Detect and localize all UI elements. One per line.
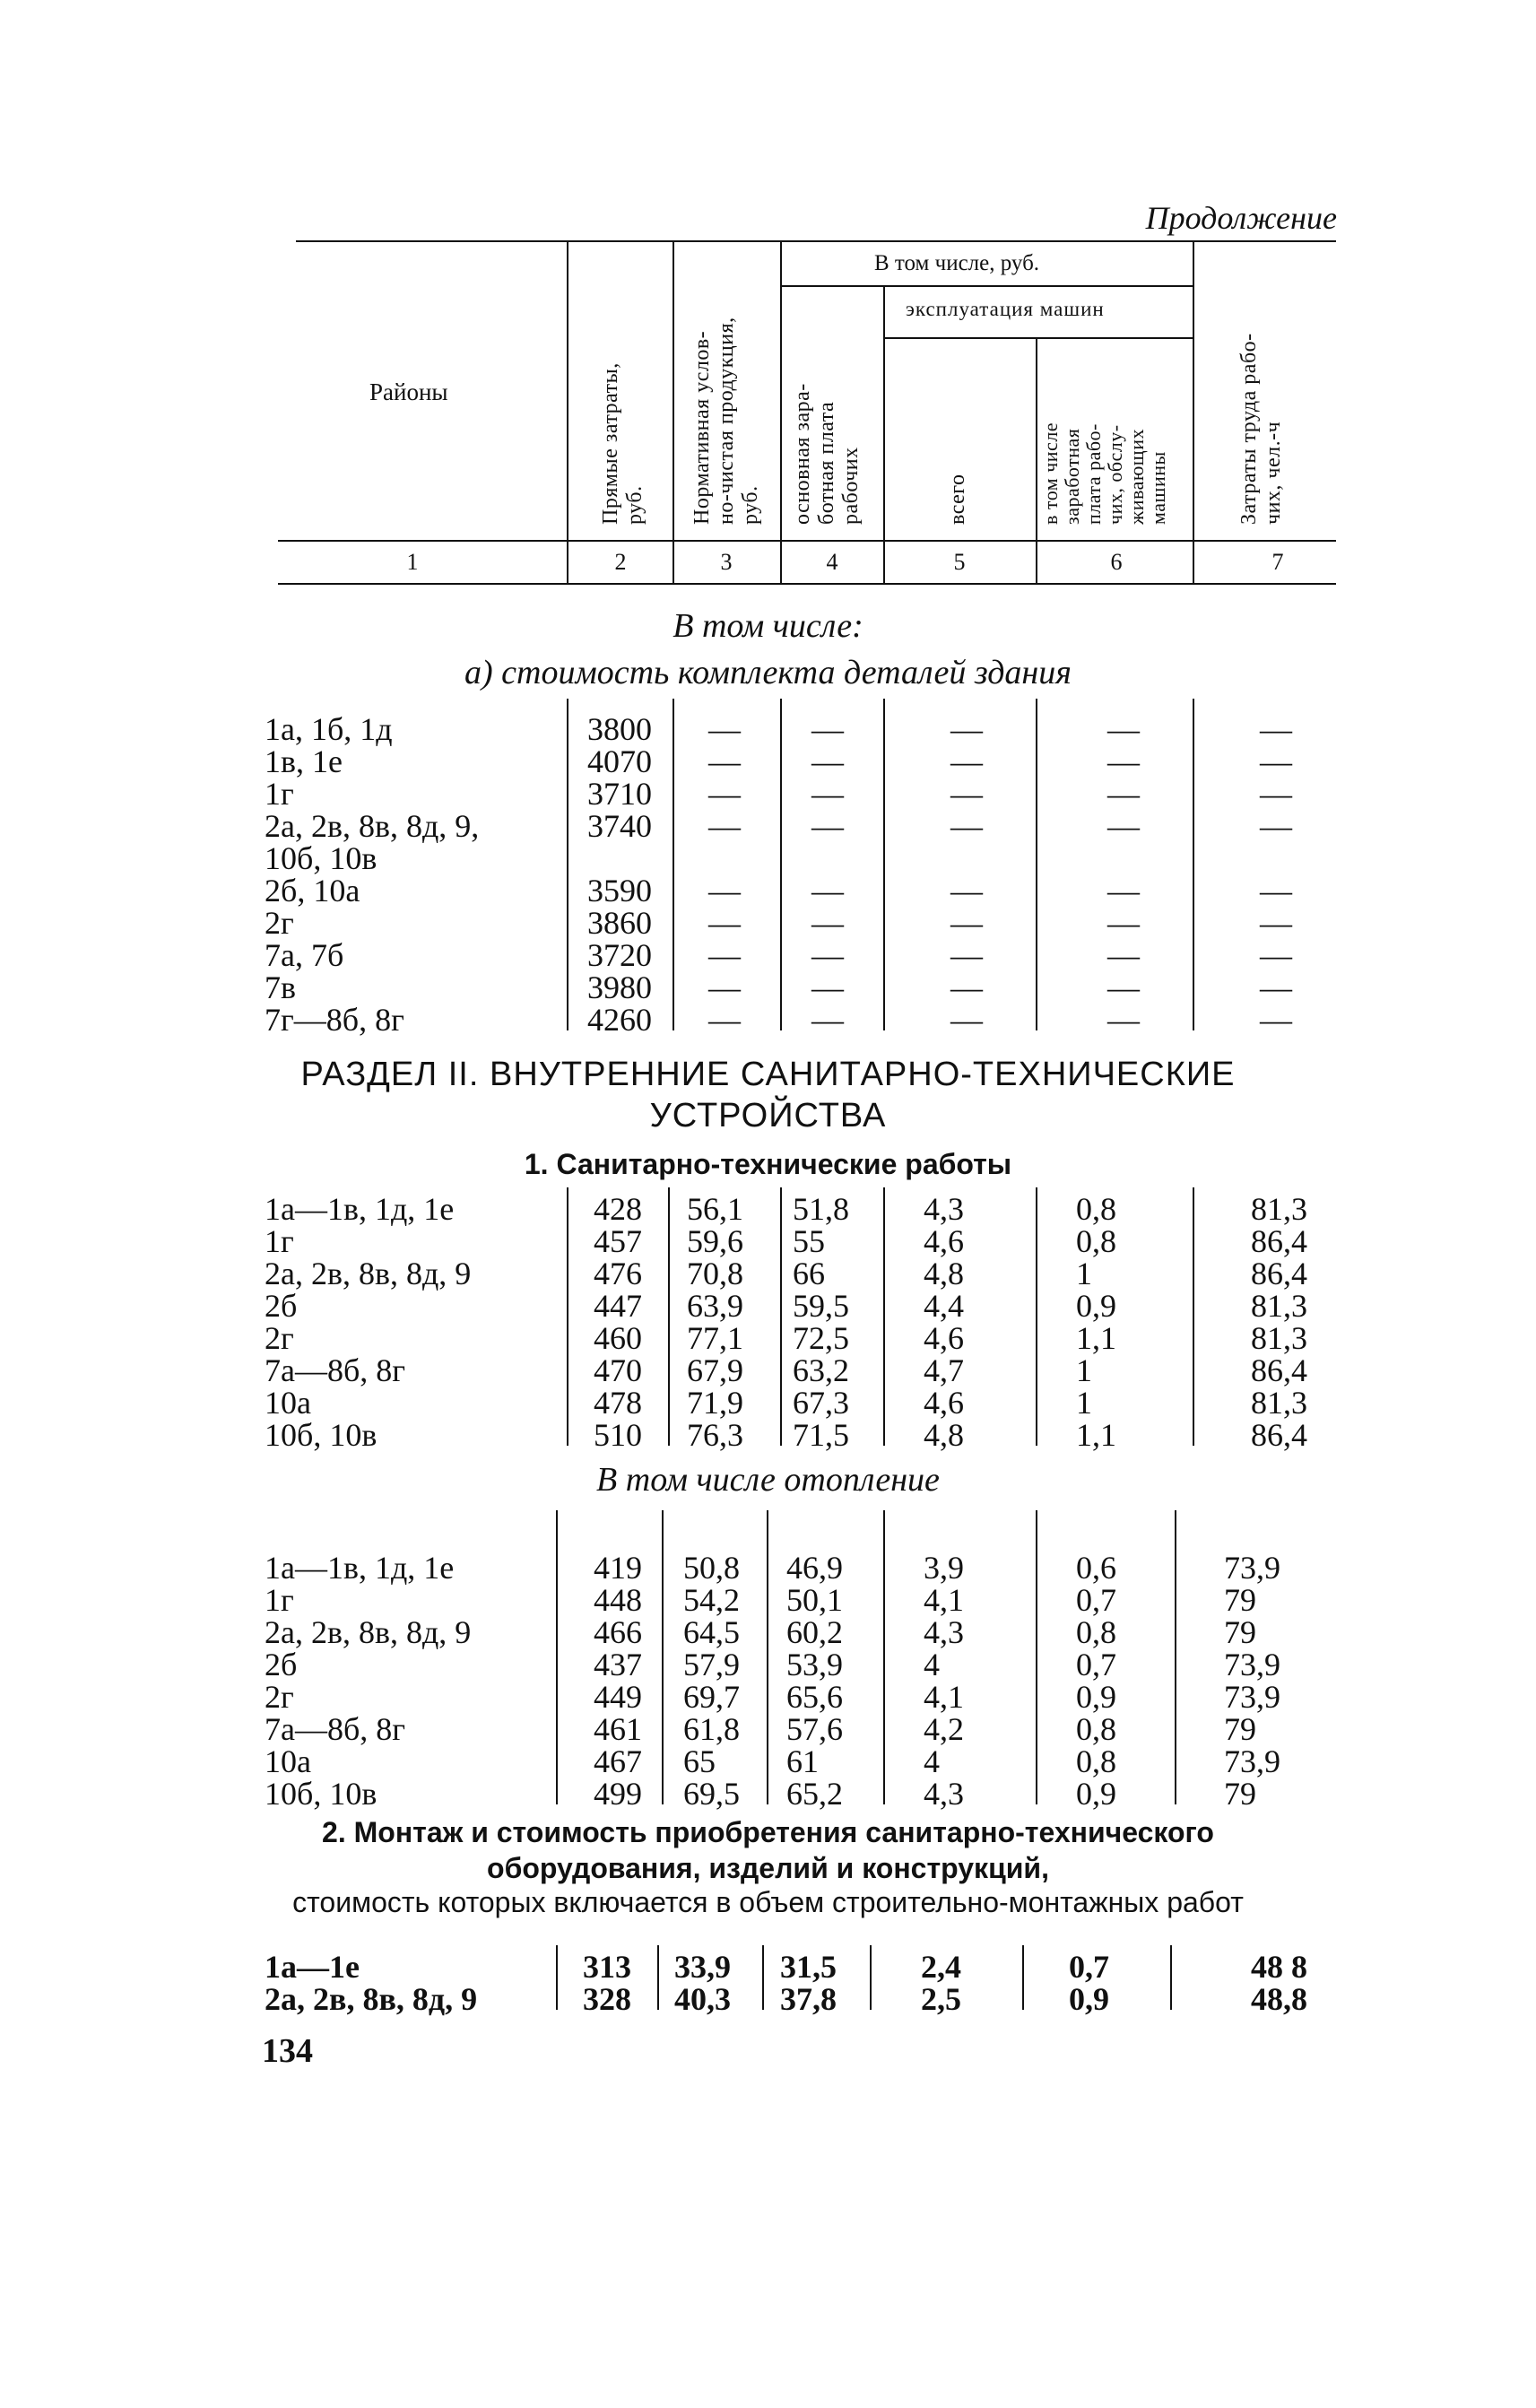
value-cell: —: [1107, 969, 1140, 1005]
column-rule: [1193, 699, 1194, 1030]
column-rule: [883, 699, 885, 1030]
table-row: [0, 939, 1536, 971]
value-cell: —: [1260, 905, 1292, 941]
region-cell: 2г: [265, 1320, 294, 1356]
value-cell: —: [811, 808, 844, 844]
region-cell: 10б, 10в: [265, 840, 377, 876]
value-cell: —: [950, 873, 983, 908]
value-cell: —: [1107, 905, 1140, 941]
caption-heating: В том числе отопление: [596, 1461, 940, 1499]
value-cell: 460: [594, 1320, 642, 1356]
region-cell: 10а: [265, 1743, 311, 1779]
value-cell: 4,2: [924, 1711, 964, 1747]
value-cell: 2,5: [921, 1981, 961, 2017]
value-cell: —: [708, 808, 741, 844]
value-cell: —: [811, 969, 844, 1005]
value-cell: 4,1: [924, 1679, 964, 1715]
value-cell: 70,8: [687, 1256, 743, 1291]
value-cell: —: [950, 776, 983, 812]
region-cell: 10а: [265, 1385, 311, 1421]
value-cell: 4,3: [924, 1191, 964, 1227]
value-cell: —: [1107, 937, 1140, 973]
caption-kit-cost: а) стоимость комплекта деталей здания: [464, 654, 1072, 691]
header-regions: Районы: [369, 378, 448, 405]
value-cell: —: [1107, 808, 1140, 844]
value-cell: 510: [594, 1417, 642, 1453]
value-cell: 79: [1224, 1711, 1256, 1747]
value-cell: 0,7: [1076, 1582, 1116, 1618]
value-cell: —: [1260, 937, 1292, 973]
section-heading: РАЗДЕЛ II. ВНУТРЕННИЕ САНИТАРНО-ТЕХНИЧЕСКИЕ: [300, 1056, 1236, 1093]
value-cell: 67,3: [793, 1385, 849, 1421]
value-cell: 4,3: [924, 1614, 964, 1650]
table-row: [0, 810, 1536, 842]
column-number: 3: [720, 549, 733, 575]
table-row: [0, 778, 1536, 810]
header-machines-group: эксплуатация машин: [906, 298, 1105, 320]
column-rule: [657, 1945, 659, 2010]
value-cell: 476: [594, 1256, 642, 1291]
table-row: [0, 1419, 1536, 1451]
value-cell: —: [950, 743, 983, 779]
region-cell: 1а, 1б, 1д: [265, 711, 393, 747]
value-cell: 81,3: [1251, 1320, 1307, 1356]
value-cell: —: [950, 711, 983, 747]
table-row: [0, 1951, 1536, 1983]
region-cell: 2а, 2в, 8в, 8д, 9,: [265, 808, 480, 844]
value-cell: 61,8: [683, 1711, 740, 1747]
subsection-heading-2: 2. Монтаж и стоимость приобретения санитарно-технического: [322, 1816, 1214, 1848]
value-cell: 0,9: [1076, 1776, 1116, 1812]
value-cell: 60,2: [786, 1614, 843, 1650]
value-cell: 0,7: [1069, 1949, 1109, 1985]
value-cell: 467: [594, 1743, 642, 1779]
value-cell: 461: [594, 1711, 642, 1747]
value-cell: 3860: [587, 905, 652, 941]
value-cell: 3590: [587, 873, 652, 908]
value-cell: 64,5: [683, 1614, 740, 1650]
table-row: [0, 745, 1536, 778]
value-cell: 76,3: [687, 1417, 743, 1453]
region-cell: 7а—8б, 8г: [265, 1352, 406, 1388]
column-number: 1: [406, 549, 419, 575]
header-including-group: В том числе, руб.: [874, 251, 1040, 275]
value-cell: —: [1260, 969, 1292, 1005]
value-cell: 48,8: [1251, 1981, 1307, 2017]
value-cell: —: [708, 969, 741, 1005]
continuation-label: Продолжение: [1145, 200, 1337, 236]
region-cell: 2б: [265, 1647, 298, 1682]
page-number: 134: [262, 2032, 313, 2070]
subsection-heading: 1. Санитарно-технические работы: [524, 1148, 1012, 1180]
value-cell: —: [1260, 1002, 1292, 1038]
rule: [296, 240, 1336, 242]
value-cell: 3710: [587, 776, 652, 812]
value-cell: 457: [594, 1223, 642, 1259]
value-cell: 33,9: [674, 1949, 731, 1985]
value-cell: 0,8: [1076, 1743, 1116, 1779]
column-rule: [1022, 1945, 1024, 2010]
value-cell: —: [811, 1002, 844, 1038]
value-cell: 449: [594, 1679, 642, 1715]
value-cell: 69,7: [683, 1679, 740, 1715]
value-cell: 428: [594, 1191, 642, 1227]
value-cell: 0,9: [1069, 1981, 1109, 2017]
value-cell: 51,8: [793, 1191, 849, 1227]
value-cell: 0,8: [1076, 1223, 1116, 1259]
column-number: 4: [826, 549, 838, 575]
value-cell: 447: [594, 1288, 642, 1324]
value-cell: 3980: [587, 969, 652, 1005]
value-cell: —: [1260, 776, 1292, 812]
value-cell: 499: [594, 1776, 642, 1812]
value-cell: 57,9: [683, 1647, 740, 1682]
value-cell: 63,2: [793, 1352, 849, 1388]
value-cell: 73,9: [1224, 1679, 1280, 1715]
value-cell: 79: [1224, 1614, 1256, 1650]
value-cell: —: [811, 743, 844, 779]
value-cell: 59,5: [793, 1288, 849, 1324]
rule: [1036, 337, 1037, 583]
value-cell: 81,3: [1251, 1288, 1307, 1324]
value-cell: 0,8: [1076, 1191, 1116, 1227]
region-cell: 7г—8б, 8г: [265, 1002, 404, 1038]
value-cell: 61: [786, 1743, 819, 1779]
region-cell: 2а, 2в, 8в, 8д, 9: [265, 1614, 472, 1650]
rule: [278, 583, 1336, 585]
column-rule: [556, 1510, 558, 1804]
value-cell: —: [1107, 1002, 1140, 1038]
rule: [1193, 240, 1194, 583]
value-cell: —: [1260, 711, 1292, 747]
value-cell: 65: [683, 1743, 716, 1779]
value-cell: 4: [924, 1743, 940, 1779]
value-cell: 1: [1076, 1385, 1092, 1421]
column-number: 2: [614, 549, 627, 575]
value-cell: —: [708, 905, 741, 941]
value-cell: 1: [1076, 1256, 1092, 1291]
value-cell: 0,9: [1076, 1288, 1116, 1324]
header-normative-output: Нормативная услов- но-чистая продукция, руб.: [690, 317, 762, 525]
column-rule: [767, 1510, 768, 1804]
caption-including: В том числе:: [673, 607, 863, 645]
column-rule: [1036, 1510, 1037, 1804]
column-rule: [1036, 1187, 1037, 1446]
value-cell: —: [1260, 808, 1292, 844]
column-rule: [870, 1945, 872, 2010]
value-cell: —: [950, 1002, 983, 1038]
value-cell: 3720: [587, 937, 652, 973]
region-cell: 2а, 2в, 8в, 8д, 9: [265, 1256, 472, 1291]
table-row: [0, 713, 1536, 745]
table-row: [0, 1225, 1536, 1257]
column-rule: [567, 1187, 568, 1446]
value-cell: —: [950, 969, 983, 1005]
value-cell: 470: [594, 1352, 642, 1388]
value-cell: 448: [594, 1582, 642, 1618]
table-row: [0, 1257, 1536, 1290]
column-number: 6: [1110, 549, 1123, 575]
column-number: 7: [1271, 549, 1284, 575]
column-rule: [668, 1187, 670, 1446]
rule: [883, 285, 885, 583]
value-cell: 0,7: [1076, 1647, 1116, 1682]
value-cell: —: [1260, 743, 1292, 779]
region-cell: 7а—8б, 8г: [265, 1711, 406, 1747]
value-cell: 4: [924, 1647, 940, 1682]
region-cell: 10б, 10в: [265, 1776, 377, 1812]
value-cell: 46,9: [786, 1550, 843, 1586]
column-rule: [1036, 699, 1037, 1030]
value-cell: 73,9: [1224, 1743, 1280, 1779]
value-cell: 86,4: [1251, 1223, 1307, 1259]
column-rule: [780, 699, 782, 1030]
region-cell: 1а—1в, 1д, 1е: [265, 1191, 455, 1227]
value-cell: 50,1: [786, 1582, 843, 1618]
column-rule: [883, 1187, 885, 1446]
table-row: [0, 1387, 1536, 1419]
table-row: [0, 842, 1536, 874]
value-cell: 328: [583, 1981, 631, 2017]
value-cell: —: [708, 776, 741, 812]
value-cell: 4,6: [924, 1223, 964, 1259]
value-cell: 40,3: [674, 1981, 731, 2017]
region-cell: 1г: [265, 1582, 294, 1618]
region-cell: 7в: [265, 969, 296, 1005]
value-cell: —: [811, 776, 844, 812]
rule: [780, 285, 1193, 287]
value-cell: 56,1: [687, 1191, 743, 1227]
column-rule: [1175, 1510, 1176, 1804]
region-cell: 1а—1е: [265, 1949, 360, 1985]
region-cell: 10б, 10в: [265, 1417, 377, 1453]
value-cell: 0,8: [1076, 1711, 1116, 1747]
value-cell: 466: [594, 1614, 642, 1650]
value-cell: —: [708, 711, 741, 747]
header-total: всего: [946, 474, 969, 525]
value-cell: 73,9: [1224, 1647, 1280, 1682]
region-cell: 1в, 1е: [265, 743, 343, 779]
value-cell: 4,3: [924, 1776, 964, 1812]
rule: [278, 540, 1336, 542]
header-labor: Затраты труда рабо- чих, чел.-ч: [1237, 333, 1285, 525]
subsection-heading-2-cont: оборудования, изделий и конструкций,: [487, 1852, 1049, 1884]
region-cell: 1а—1в, 1д, 1е: [265, 1550, 455, 1586]
value-cell: —: [811, 937, 844, 973]
value-cell: 31,5: [780, 1949, 837, 1985]
value-cell: —: [708, 1002, 741, 1038]
value-cell: 55: [793, 1223, 825, 1259]
value-cell: 4070: [587, 743, 652, 779]
value-cell: 478: [594, 1385, 642, 1421]
table-row: [0, 1354, 1536, 1387]
value-cell: 77,1: [687, 1320, 743, 1356]
value-cell: —: [811, 873, 844, 908]
value-cell: 4,1: [924, 1582, 964, 1618]
column-rule: [1193, 1187, 1194, 1446]
value-cell: —: [1107, 711, 1140, 747]
region-cell: 1г: [265, 776, 294, 812]
header-wages: основная зара- ботная плата рабочих: [791, 383, 863, 525]
column-number: 5: [953, 549, 966, 575]
value-cell: —: [708, 937, 741, 973]
value-cell: 50,8: [683, 1550, 740, 1586]
value-cell: 4,6: [924, 1320, 964, 1356]
table-row: [0, 1004, 1536, 1036]
region-cell: 1г: [265, 1223, 294, 1259]
value-cell: 81,3: [1251, 1385, 1307, 1421]
column-rule: [1170, 1945, 1172, 2010]
value-cell: 0,8: [1076, 1614, 1116, 1650]
rule: [673, 240, 674, 583]
value-cell: 66: [793, 1256, 825, 1291]
value-cell: 71,5: [793, 1417, 849, 1453]
value-cell: 1,1: [1076, 1320, 1116, 1356]
value-cell: 57,6: [786, 1711, 843, 1747]
value-cell: 0,9: [1076, 1679, 1116, 1715]
value-cell: 86,4: [1251, 1256, 1307, 1291]
region-cell: 2б: [265, 1288, 298, 1324]
section-heading-cont: УСТРОЙСТВА: [649, 1097, 887, 1134]
table-row: [0, 874, 1536, 907]
value-cell: 4,7: [924, 1352, 964, 1388]
value-cell: 73,9: [1224, 1550, 1280, 1586]
rule: [780, 240, 782, 583]
value-cell: 53,9: [786, 1647, 843, 1682]
value-cell: 54,2: [683, 1582, 740, 1618]
column-rule: [567, 699, 568, 1030]
value-cell: —: [950, 808, 983, 844]
value-cell: 63,9: [687, 1288, 743, 1324]
table-row: [0, 1193, 1536, 1225]
region-cell: 7а, 7б: [265, 937, 344, 973]
value-cell: 313: [583, 1949, 631, 1985]
value-cell: 4,8: [924, 1256, 964, 1291]
value-cell: —: [1107, 776, 1140, 812]
value-cell: 86,4: [1251, 1417, 1307, 1453]
value-cell: 81,3: [1251, 1191, 1307, 1227]
value-cell: —: [811, 711, 844, 747]
region-cell: 2г: [265, 1679, 294, 1715]
value-cell: 86,4: [1251, 1352, 1307, 1388]
value-cell: 71,9: [687, 1385, 743, 1421]
region-cell: 2б, 10а: [265, 873, 360, 908]
table-row: [0, 1322, 1536, 1354]
value-cell: 4,4: [924, 1288, 964, 1324]
value-cell: —: [708, 743, 741, 779]
value-cell: 1,1: [1076, 1417, 1116, 1453]
value-cell: —: [811, 905, 844, 941]
subsection-heading-2-note: стоимость которых включается в объем строительно-монтажных работ: [292, 1886, 1244, 1918]
value-cell: 4,8: [924, 1417, 964, 1453]
header-machine-wages: в том числе заработная плата рабо- чих, обслу- живающих машины: [1039, 422, 1169, 525]
rule: [567, 240, 568, 583]
region-cell: 2а, 2в, 8в, 8д, 9: [265, 1981, 478, 2017]
value-cell: 2,4: [921, 1949, 961, 1985]
value-cell: —: [1107, 873, 1140, 908]
value-cell: 67,9: [687, 1352, 743, 1388]
table-row: [0, 971, 1536, 1004]
rule: [883, 337, 1193, 339]
value-cell: 79: [1224, 1582, 1256, 1618]
column-rule: [556, 1945, 558, 2010]
column-rule: [780, 1187, 782, 1446]
value-cell: 3,9: [924, 1550, 964, 1586]
value-cell: 79: [1224, 1776, 1256, 1812]
header-direct-costs: Прямые затраты, руб.: [599, 362, 647, 525]
value-cell: —: [1107, 743, 1140, 779]
value-cell: 65,2: [786, 1776, 843, 1812]
table-row: [0, 1290, 1536, 1322]
table-row: [0, 1983, 1536, 2015]
value-cell: 3800: [587, 711, 652, 747]
region-cell: 2г: [265, 905, 294, 941]
column-rule: [883, 1510, 885, 1804]
column-rule: [762, 1945, 764, 2010]
value-cell: 65,6: [786, 1679, 843, 1715]
value-cell: 4260: [587, 1002, 652, 1038]
value-cell: 59,6: [687, 1223, 743, 1259]
value-cell: 4,6: [924, 1385, 964, 1421]
value-cell: 69,5: [683, 1776, 740, 1812]
value-cell: —: [950, 937, 983, 973]
value-cell: 72,5: [793, 1320, 849, 1356]
value-cell: —: [1260, 873, 1292, 908]
value-cell: 437: [594, 1647, 642, 1682]
value-cell: —: [708, 873, 741, 908]
column-rule: [662, 1510, 664, 1804]
value-cell: 37,8: [780, 1981, 837, 2017]
table-row: [0, 907, 1536, 939]
value-cell: 419: [594, 1550, 642, 1586]
value-cell: —: [950, 905, 983, 941]
value-cell: 3740: [587, 808, 652, 844]
column-rule: [673, 699, 674, 1030]
value-cell: 0,6: [1076, 1550, 1116, 1586]
value-cell: 48 8: [1251, 1949, 1307, 1985]
value-cell: 1: [1076, 1352, 1092, 1388]
